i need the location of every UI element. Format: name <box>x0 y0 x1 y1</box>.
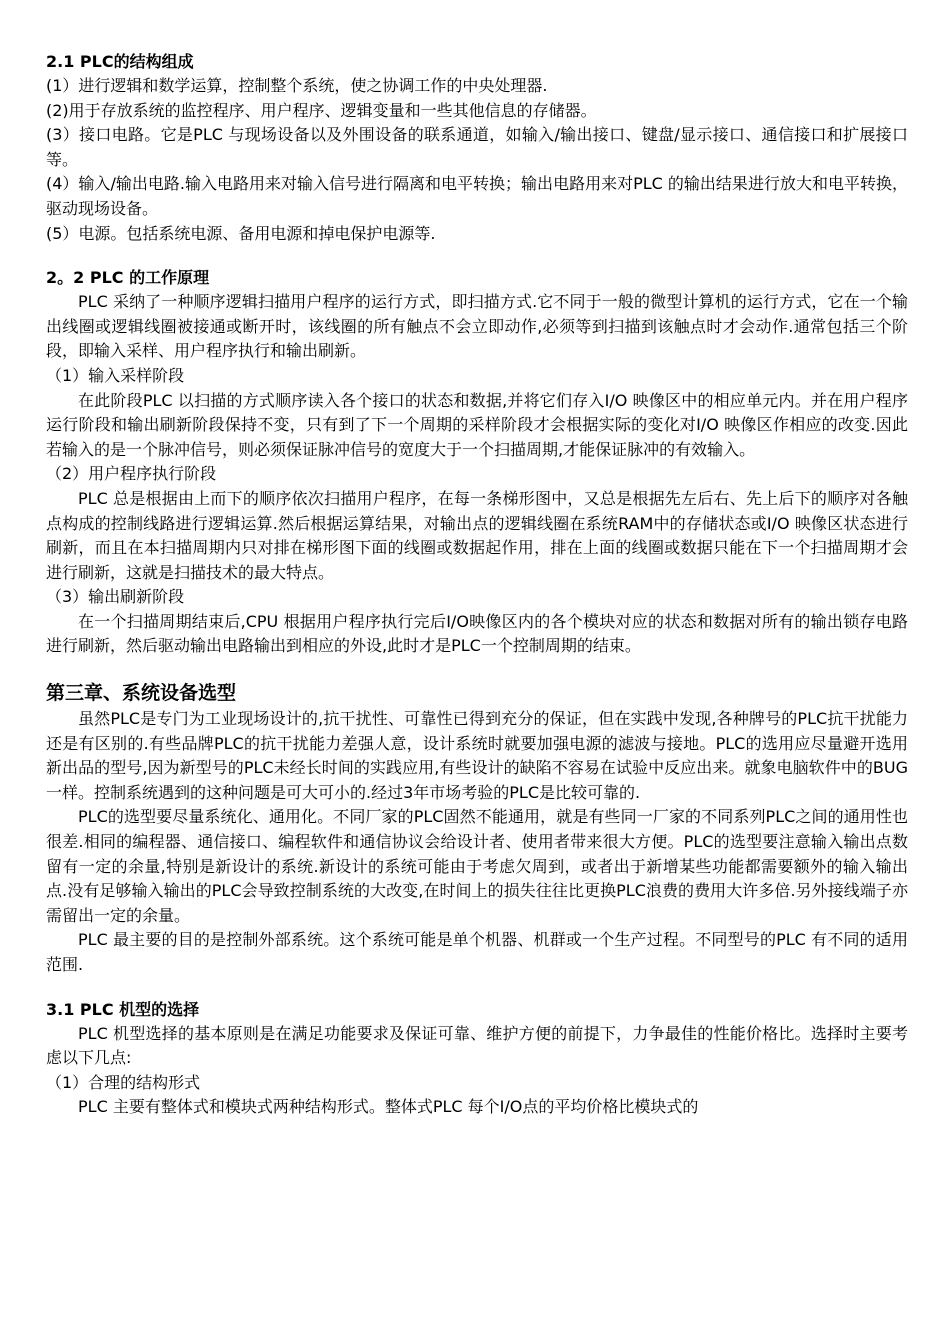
ch3-paragraph-2: PLC的选型要尽量系统化、通用化。不同厂家的PLC固然不能通用，就是有些同一厂家的不同系列PLC之间的通用性也很差.相同的编程器、通信接口、编程软件和通信协议会给设计者、使用者带来很大方便。PLC的选型要注意输入输出点数留有一定的余量,特别是新设计的系统.新设计的系统可能由于考虑欠周到，或者出于新增某些功能都需要额外的输入输出点.没有足够输入输出的PLC会导致控制系统的大改变,在时间上的损失往往比更换PLC浪费的费用大许多倍.另外接线端子亦需留出一定的余量。 <box>46 807 908 925</box>
s21-item-3: (3）接口电路。它是PLC 与现场设备以及外围设备的联系通道，如输入/输出接口、键盘/显示接口、通信接口和扩展接口等。 <box>46 125 908 169</box>
document-page <box>46 50 908 1120</box>
chapter-3-heading: 第三章、系统设备选型 <box>46 682 237 705</box>
spacer <box>46 978 908 998</box>
s22-intro: PLC 采纳了一种顺序逻辑扫描用户程序的运行方式，即扫描方式.它不同于一般的微型计算机的运行方式，它在一个输出线圈或逻辑线圈被接通或断开时，该线圈的所有触点不会立即动作,必须等到扫描到该触点时才会动作.通常包括三个阶段，即输入采样、用户程序执行和输出刷新。 <box>46 292 908 361</box>
s22-stage3-title: （3）输出刷新阶段 <box>46 587 185 607</box>
s22-stage2-title: （2）用户程序执行阶段 <box>46 464 217 484</box>
s22-stage1-text: 在此阶段PLC 以扫描的方式顺序读入各个接口的状态和数据,并将它们存入I/O 映像区中的相应单元内。并在用户程序运行阶段和输出刷新阶段保持不变，只有到了下一个周期的采样阶段才会根据实际的变化对I/O 映像区作相应的改变.因此若输入的是一个脉冲信号，则必须保证脉冲信号的宽度大于一个扫描周期,才能保证脉冲的有效输入。 <box>46 390 908 459</box>
section-2-1-heading: 2.1 PLC的结构组成 <box>46 52 194 71</box>
s31-item1-text: PLC 主要有整体式和模块式两种结构形式。整体式PLC 每个I/O点的平均价格比模块式的 <box>78 1097 699 1117</box>
section-3-1-heading: 3.1 PLC 机型的选择 <box>46 999 200 1019</box>
s21-item-1: (1）进行逻辑和数学运算，控制整个系统，使之协调工作的中央处理器. <box>46 76 548 95</box>
s21-item-4: (4）输入/输出电路.输入电路用来对输入信号进行隔离和电平转换；输出电路用来对PLC 的输出结果进行放大和电平转换，驱动现场设备。 <box>46 174 908 218</box>
s31-intro: PLC 机型选择的基本原则是在满足功能要求及保证可靠、维护方便的前提下，力争最佳的性能价格比。选择时主要考虑以下几点: <box>46 1023 908 1068</box>
ch3-paragraph-3: PLC 最主要的目的是控制外部系统。这个系统可能是单个机器、机群或一个生产过程。不同型号的PLC 有不同的适用范围. <box>46 930 908 974</box>
s31-item1-title: （1）合理的结构形式 <box>46 1072 201 1092</box>
s22-stage3-text: 在一个扫描周期结束后,CPU 根据用户程序执行完后I/O映像区内的各个模块对应的状态和数据对所有的输出锁存电路进行刷新，然后驱动输出电路输出到相应的外设,此时才是PLC一个控制周期的结束。 <box>46 611 908 656</box>
ch3-paragraph-1: 虽然PLC是专门为工业现场设计的,抗干扰性、可靠性已得到充分的保证，但在实践中发现,各种牌号的PLC抗干扰能力还是有区别的.有些品牌PLC的抗干扰能力差强人意，设计系统时就要加强电源的滤波与接地。PLC的选用应尽量避开选用新出品的型号,因为新型号的PLC未经长时间的实践应用,有些设计的缺陷不容易在试验中反应出来。就象电脑软件中的BUG一样。控制系统遇到的这种问题是可大可小的.经过3年市场考验的PLC是比较可靠的. <box>46 709 908 802</box>
s22-stage1-title: （1）输入采样阶段 <box>46 365 185 385</box>
spacer <box>46 246 908 266</box>
s21-item-5: (5）电源。包括系统电源、备用电源和掉电保护电源等. <box>46 223 436 243</box>
s21-item-2: (2)用于存放系统的监控程序、用户程序、逻辑变量和一些其他信息的存储器。 <box>46 100 597 120</box>
s22-stage2-text: PLC 总是根据由上而下的顺序依次扫描用户程序，在每一条梯形图中，又总是根据先左后右、先上后下的顺序对各触点构成的控制线路进行逻辑运算.然后根据运算结果，对输出点的逻辑线圈在系统RAM中的存储状态或I/O 映像区状态进行刷新，而且在本扫描周期内只对排在梯形图下面的线圈或数据起作用，排在上面的线圈或数据只能在下一个扫描周期才会进行刷新，这就是扫描技术的最大特点。 <box>46 488 908 582</box>
section-2-2-heading: 2。2 PLC 的工作原理 <box>46 268 210 288</box>
